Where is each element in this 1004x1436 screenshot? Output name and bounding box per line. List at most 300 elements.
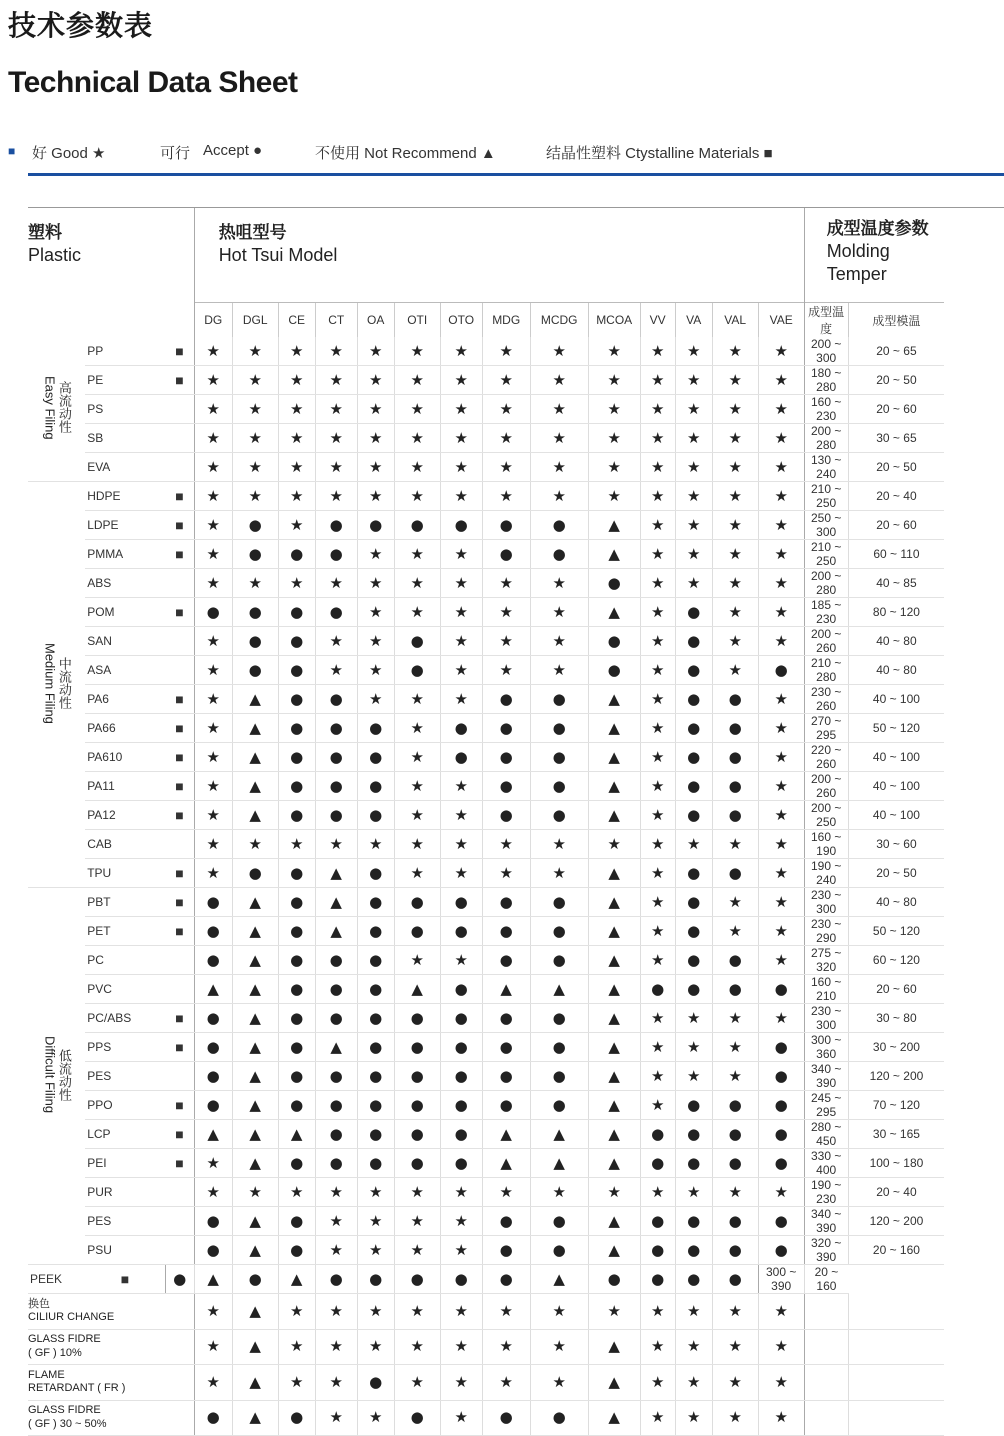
circle-icon: ●	[687, 602, 701, 621]
table-row	[28, 1033, 944, 1062]
condition-label-line2: ( GF ) 30 ~ 50%	[28, 1417, 107, 1430]
circle-icon: ●	[290, 1008, 304, 1027]
rating-cell	[278, 743, 315, 772]
rating-cell	[640, 772, 675, 801]
star-icon: ★	[454, 631, 468, 650]
circle-icon: ●	[369, 1008, 383, 1027]
circle-icon: ●	[206, 1095, 220, 1114]
rating-cell	[588, 1400, 640, 1436]
rating-cell	[640, 366, 675, 395]
star-icon: ★	[499, 1372, 513, 1391]
star-icon: ★	[607, 457, 621, 476]
star-icon: ★	[454, 776, 468, 795]
star-icon: ★	[728, 1408, 742, 1427]
circle-icon: ●	[329, 689, 343, 708]
group-label-zh: 高流动性	[56, 381, 72, 434]
model-header-mdg: MDG	[482, 303, 530, 338]
circle-icon: ●	[728, 979, 742, 998]
star-icon: ★	[206, 834, 220, 853]
rating-cell	[482, 743, 530, 772]
circle-icon: ●	[607, 660, 621, 679]
star-icon: ★	[248, 1182, 262, 1201]
circle-icon: ●	[728, 689, 742, 708]
rating-cell	[394, 337, 440, 366]
rating-cell	[278, 1236, 315, 1265]
circle-icon: ●	[369, 1372, 383, 1391]
rating-cell	[357, 366, 394, 395]
condition-label-line1: GLASS FIDRE	[28, 1404, 101, 1416]
melt-temp: 160 ~ 230	[804, 395, 848, 424]
star-icon: ★	[329, 457, 343, 476]
star-icon: ★	[650, 602, 665, 621]
rating-cell	[232, 1120, 278, 1149]
rating-cell	[712, 1149, 758, 1178]
rating-cell	[315, 366, 357, 395]
rating-cell	[194, 395, 232, 424]
star-icon: ★	[248, 341, 262, 360]
star-icon: ★	[728, 1182, 742, 1201]
circle-icon: ●	[290, 921, 304, 940]
circle-icon: ●	[651, 1269, 665, 1288]
circle-icon: ●	[687, 660, 701, 679]
rating-cell	[640, 830, 675, 859]
triangle-icon: ▲	[608, 1372, 620, 1391]
rating-cell	[588, 1329, 640, 1365]
star-icon: ★	[410, 718, 424, 737]
triangle-icon: ▲	[249, 1095, 261, 1114]
rating-cell	[675, 627, 712, 656]
circle-icon: ●	[410, 1008, 424, 1027]
circle-icon: ●	[728, 950, 742, 969]
rating-cell	[394, 1265, 440, 1294]
rating-cell	[315, 540, 357, 569]
rating-cell	[232, 366, 278, 395]
table-row	[28, 859, 944, 888]
star-icon: ★	[650, 1008, 665, 1027]
circle-icon: ●	[607, 573, 621, 592]
rating-cell	[440, 366, 482, 395]
star-icon: ★	[607, 1182, 621, 1201]
crystalline-marker	[165, 569, 194, 598]
rating-cell	[758, 569, 804, 598]
rating-cell	[315, 917, 357, 946]
plastic-name: PVC	[85, 975, 165, 1004]
rating-cell	[758, 1149, 804, 1178]
star-icon: ★	[329, 370, 343, 389]
rating-cell	[640, 656, 675, 685]
crystalline-marker	[165, 453, 194, 482]
star-icon: ★	[454, 1211, 468, 1230]
circle-icon: ●	[454, 1269, 468, 1288]
star-icon: ★	[728, 399, 742, 418]
rating-cell	[357, 511, 394, 540]
rating-cell	[440, 1062, 482, 1091]
star-icon: ★	[248, 457, 262, 476]
rating-cell	[712, 569, 758, 598]
rating-cell	[482, 1062, 530, 1091]
star-icon: ★	[650, 921, 665, 940]
rating-cell	[232, 395, 278, 424]
melt-temp: 270 ~ 295	[804, 714, 848, 743]
star-icon: ★	[368, 399, 383, 418]
circle-icon: ●	[248, 515, 262, 534]
rating-cell	[482, 1004, 530, 1033]
rating-cell	[357, 1004, 394, 1033]
legend-accept-en: Accept ●	[203, 142, 263, 159]
model-header-ct: CT	[315, 303, 357, 338]
mold-temp: 60 ~ 120	[848, 946, 944, 975]
rating-cell	[278, 627, 315, 656]
rating-cell	[530, 366, 588, 395]
rating-cell	[640, 801, 675, 830]
rating-cell	[440, 975, 482, 1004]
rating-cell	[482, 1120, 530, 1149]
circle-icon: ●	[607, 1269, 621, 1288]
circle-icon: ●	[329, 544, 343, 563]
star-icon: ★	[650, 428, 665, 447]
circle-icon: ●	[206, 1408, 220, 1427]
group-label	[28, 888, 85, 1265]
rating-cell	[482, 453, 530, 482]
rating-cell	[675, 598, 712, 627]
star-icon: ★	[552, 341, 566, 360]
rating-cell	[394, 1120, 440, 1149]
star-icon: ★	[650, 805, 665, 824]
rating-cell	[588, 598, 640, 627]
rating-cell	[278, 395, 315, 424]
rating-cell	[675, 685, 712, 714]
rating-cell	[640, 395, 675, 424]
circle-icon: ●	[552, 1037, 566, 1056]
star-icon: ★	[289, 457, 304, 476]
group-label-en: Medium Filing	[42, 642, 58, 724]
mold-temp: 40 ~ 85	[848, 569, 944, 598]
rating-cell	[232, 1294, 278, 1330]
star-icon: ★	[650, 1182, 665, 1201]
table-row	[28, 1091, 944, 1120]
plastic-name: PC	[85, 946, 165, 975]
rating-cell	[675, 395, 712, 424]
rating-cell	[315, 627, 357, 656]
circle-icon: ●	[499, 776, 513, 795]
triangle-icon: ▲	[608, 515, 620, 534]
rating-cell	[315, 801, 357, 830]
rating-cell	[440, 1004, 482, 1033]
empty-cell	[848, 1329, 944, 1365]
rating-cell	[278, 888, 315, 917]
star-icon: ★	[552, 428, 566, 447]
crystalline-marker: ■	[165, 772, 194, 801]
circle-icon: ●	[687, 979, 701, 998]
rating-cell	[758, 627, 804, 656]
star-icon: ★	[607, 834, 621, 853]
circle-icon: ●	[552, 1240, 566, 1259]
star-icon: ★	[206, 689, 220, 708]
triangle-icon: ▲	[500, 1153, 512, 1172]
plastic-name: LCP	[85, 1120, 165, 1149]
rating-cell	[675, 1265, 712, 1294]
table-row	[28, 1400, 944, 1436]
rating-cell	[712, 482, 758, 511]
rating-cell	[232, 830, 278, 859]
rating-cell	[675, 743, 712, 772]
plastic-name: PPS	[85, 1033, 165, 1062]
rating-cell	[758, 1207, 804, 1236]
rating-cell	[440, 946, 482, 975]
rating-cell	[530, 453, 588, 482]
rating-cell	[232, 772, 278, 801]
crystalline-marker: ■	[165, 511, 194, 540]
rating-cell	[675, 946, 712, 975]
header-model-en: Hot Tsui Model	[218, 245, 338, 266]
rating-cell	[357, 1400, 394, 1436]
table-row	[28, 975, 944, 1004]
rating-cell	[588, 627, 640, 656]
rating-cell	[232, 569, 278, 598]
rating-cell	[758, 772, 804, 801]
rating-cell	[758, 1120, 804, 1149]
triangle-icon: ▲	[249, 689, 261, 708]
mold-temp: 20 ~ 50	[848, 366, 944, 395]
rating-cell	[315, 685, 357, 714]
rating-cell	[357, 1120, 394, 1149]
star-icon: ★	[774, 892, 788, 911]
mold-temp: 120 ~ 200	[848, 1062, 944, 1091]
rating-cell	[530, 656, 588, 685]
rating-cell	[194, 511, 232, 540]
rating-cell	[482, 1400, 530, 1436]
rating-cell	[675, 1120, 712, 1149]
rating-cell	[675, 482, 712, 511]
circle-icon: ●	[728, 718, 742, 737]
star-icon: ★	[329, 486, 343, 505]
circle-icon: ●	[290, 660, 304, 679]
rating-cell	[640, 743, 675, 772]
star-icon: ★	[329, 428, 343, 447]
star-icon: ★	[329, 341, 343, 360]
rating-cell	[194, 1149, 232, 1178]
triangle-icon: ▲	[330, 892, 342, 911]
star-icon: ★	[368, 660, 383, 679]
rating-cell	[315, 656, 357, 685]
circle-icon: ●	[329, 1124, 343, 1143]
star-icon: ★	[206, 399, 220, 418]
melt-temp: 220 ~ 260	[804, 743, 848, 772]
crystalline-marker: ■	[165, 743, 194, 772]
triangle-icon: ▲	[249, 1008, 261, 1027]
condition-label-line1: GLASS FIDRE	[28, 1333, 101, 1345]
star-icon: ★	[206, 544, 220, 563]
rating-cell	[588, 656, 640, 685]
star-icon: ★	[206, 486, 220, 505]
triangle-icon: ▲	[608, 718, 620, 737]
rating-cell	[315, 569, 357, 598]
mold-temp: 40 ~ 100	[848, 743, 944, 772]
plastic-name: PA610	[85, 743, 165, 772]
star-icon: ★	[499, 1182, 513, 1201]
rating-cell	[232, 453, 278, 482]
circle-icon: ●	[552, 950, 566, 969]
rating-cell	[278, 859, 315, 888]
star-icon: ★	[289, 573, 304, 592]
rating-cell	[530, 1207, 588, 1236]
plastic-name: SAN	[85, 627, 165, 656]
star-icon: ★	[454, 341, 468, 360]
rating-cell	[440, 1178, 482, 1207]
star-icon: ★	[650, 776, 665, 795]
star-icon: ★	[454, 1408, 468, 1427]
star-icon: ★	[774, 1372, 788, 1391]
star-icon: ★	[728, 573, 742, 592]
star-icon: ★	[650, 1408, 665, 1427]
circle-icon: ●	[774, 660, 788, 679]
rating-cell	[712, 598, 758, 627]
melt-temp: 300 ~ 360	[804, 1033, 848, 1062]
rating-cell	[588, 1178, 640, 1207]
star-icon: ★	[410, 950, 424, 969]
rating-cell	[194, 801, 232, 830]
star-icon: ★	[686, 1337, 701, 1356]
melt-temp: 160 ~ 190	[804, 830, 848, 859]
star-icon: ★	[774, 486, 788, 505]
rating-cell	[194, 453, 232, 482]
rating-cell	[675, 366, 712, 395]
rating-cell	[530, 1265, 588, 1294]
circle-icon: ●	[552, 892, 566, 911]
star-icon: ★	[686, 515, 701, 534]
star-icon: ★	[248, 573, 262, 592]
star-icon: ★	[410, 1372, 424, 1391]
circle-icon: ●	[774, 1240, 788, 1259]
circle-icon: ●	[329, 718, 343, 737]
star-icon: ★	[410, 486, 424, 505]
star-icon: ★	[650, 486, 665, 505]
rating-cell	[278, 569, 315, 598]
rating-cell	[440, 395, 482, 424]
circle-icon: ●	[290, 805, 304, 824]
circle-icon: ●	[687, 1211, 701, 1230]
table-row	[28, 627, 944, 656]
star-icon: ★	[774, 1408, 788, 1427]
star-icon: ★	[248, 399, 262, 418]
star-icon: ★	[329, 1182, 343, 1201]
rating-cell	[440, 1294, 482, 1330]
star-icon: ★	[289, 834, 304, 853]
rating-cell	[357, 1294, 394, 1330]
rating-cell	[640, 569, 675, 598]
star-icon: ★	[552, 660, 566, 679]
triangle-icon: ▲	[553, 979, 565, 998]
plastic-name: PPO	[85, 1091, 165, 1120]
rating-cell	[482, 888, 530, 917]
rating-cell	[712, 714, 758, 743]
star-icon: ★	[454, 370, 468, 389]
mold-temp: 40 ~ 80	[848, 888, 944, 917]
rating-cell	[712, 453, 758, 482]
rating-cell	[315, 482, 357, 511]
triangle-icon: ▲	[330, 863, 342, 882]
rating-cell	[482, 1207, 530, 1236]
rating-cell	[278, 946, 315, 975]
crystalline-marker: ■	[165, 888, 194, 917]
header-molding	[804, 208, 944, 303]
triangle-icon: ▲	[500, 1124, 512, 1143]
table-row	[28, 1329, 944, 1365]
rating-cell	[675, 830, 712, 859]
star-icon: ★	[410, 863, 424, 882]
star-icon: ★	[368, 1301, 383, 1320]
rating-cell	[232, 1062, 278, 1091]
rating-cell	[588, 511, 640, 540]
rating-cell	[394, 1062, 440, 1091]
rating-cell	[712, 366, 758, 395]
circle-icon: ●	[687, 718, 701, 737]
star-icon: ★	[686, 1008, 701, 1027]
rating-cell	[232, 685, 278, 714]
circle-icon: ●	[206, 1211, 220, 1230]
condition-label-line1: 换色	[28, 1297, 50, 1310]
rating-cell	[712, 888, 758, 917]
star-icon: ★	[289, 486, 304, 505]
triangle-icon: ▲	[207, 1269, 219, 1288]
rating-cell	[440, 1400, 482, 1436]
rating-cell	[712, 1207, 758, 1236]
rating-cell	[530, 1236, 588, 1265]
rating-cell	[712, 1120, 758, 1149]
star-icon: ★	[650, 457, 665, 476]
star-icon: ★	[650, 660, 665, 679]
rating-cell	[278, 1265, 315, 1294]
rating-cell	[440, 453, 482, 482]
triangle-icon: ▲	[249, 921, 261, 940]
rating-cell	[675, 1091, 712, 1120]
melt-temp: 230 ~ 260	[804, 685, 848, 714]
star-icon: ★	[728, 1372, 742, 1391]
circle-icon: ●	[206, 1240, 220, 1259]
star-icon: ★	[650, 718, 665, 737]
rating-cell	[640, 888, 675, 917]
circle-icon: ●	[290, 776, 304, 795]
condition-label	[28, 1365, 194, 1401]
melt-temp: 300 ~ 390	[758, 1265, 804, 1294]
rating-cell	[232, 540, 278, 569]
mold-temp: 20 ~ 60	[848, 975, 944, 1004]
table-row	[28, 1004, 944, 1033]
rating-cell	[232, 1265, 278, 1294]
circle-icon: ●	[290, 1037, 304, 1056]
rating-cell	[440, 1329, 482, 1365]
circle-icon: ●	[248, 544, 262, 563]
circle-icon: ●	[552, 544, 566, 563]
mold-temp: 20 ~ 40	[848, 1178, 944, 1207]
rating-cell	[394, 1091, 440, 1120]
circle-icon: ●	[248, 631, 262, 650]
star-icon: ★	[774, 1301, 788, 1320]
rating-cell	[394, 511, 440, 540]
crystalline-marker	[165, 656, 194, 685]
rating-cell	[482, 1294, 530, 1330]
circle-icon: ●	[552, 515, 566, 534]
circle-icon: ●	[687, 747, 701, 766]
circle-icon: ●	[369, 921, 383, 940]
melt-temp: 180 ~ 280	[804, 366, 848, 395]
rating-cell	[588, 453, 640, 482]
rating-cell	[278, 1149, 315, 1178]
circle-icon: ●	[290, 950, 304, 969]
star-icon: ★	[728, 834, 742, 853]
table-row	[28, 917, 944, 946]
rating-cell	[278, 1062, 315, 1091]
